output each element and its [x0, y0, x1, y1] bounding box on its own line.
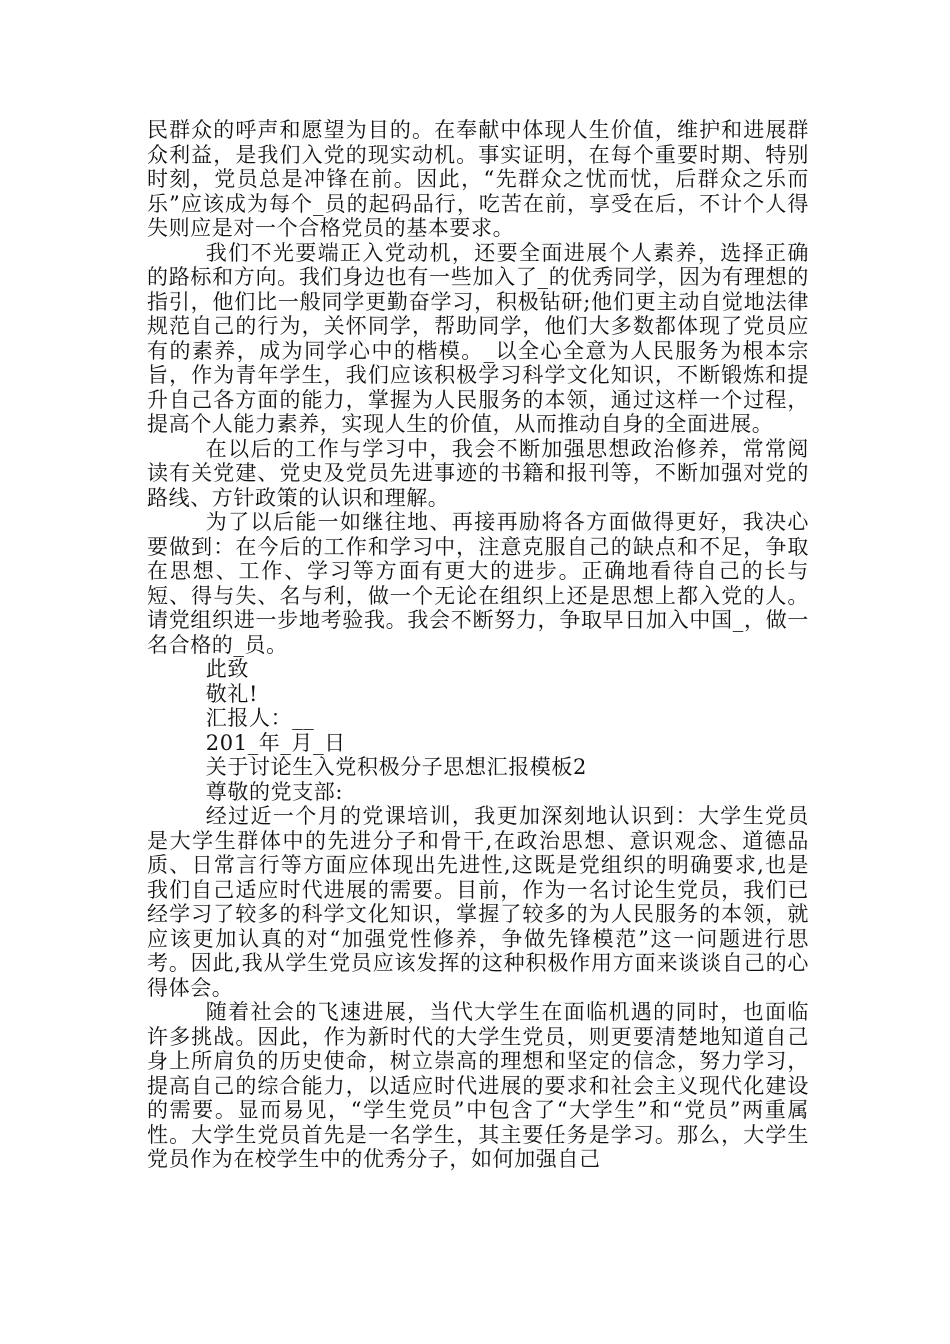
paragraph: 经过近一个月的党课培训，我更加深刻地认识到：大学生党员是大学生群体中的先进分子和骨干,在政治思想、意识观念、道德品质、日常言行等方面应体现出先进性,这既是党组织的明确要求,也是我们自己适应时代进展的需要。目前，作为一名讨论生党员，我们已经学习了较多的科学文化知识，掌握了较多的为人民服务的本领，就应该更加认真的对“加强党性修养，争做先锋模范”这一问题进行思考。因此,我从学生党员应该发挥的这种积极作用方面来谈谈自己的心得体会。 [147, 804, 809, 1000]
closing-respect: 敬礼! [205, 681, 259, 706]
paragraph: 在以后的工作与学习中，我会不断加强思想政治修养，常常阅读有关党建、党史及党员先进事迹的书籍和报刊等，不断加强对党的路线、方针政策的认识和理解。 [147, 436, 809, 510]
date-line: 201_年_月_日 [205, 730, 346, 755]
paragraph: 我们不光要端正入党动机，还要全面进展个人素养，选择正确的路标和方向。我们身边也有一些加入了_的优秀同学，因为有理想的指引，他们比一般同学更勤奋学习，积极钻研;他们更主动自觉地法律规范自己的行为，关怀同学，帮助同学，他们大多数都体现了党员应有的素养，成为同学心中的楷模。_以全心全意为人民服务为根本宗旨，作为青年学生，我们应该积极学习科学文化知识，不断锻炼和提升自己各方面的能力，掌握为人民服务的本领，通过这样一个过程，提高个人能力素养，实现人生的价值，从而推动自身的全面进展。 [147, 240, 809, 436]
paragraph: 为了以后能一如继往地、再接再励将各方面做得更好，我决心要做到：在今后的工作和学习中，注意克服自己的缺点和不足，争取在思想、工作、学习等方面有更大的进步。正确地看待自己的长与短、得与失、名与利，做一个无论在组织上还是思想上都入党的人。请党组织进一步地考验我。我会不断努力，争取早日加入中国_，做一名合格的_员。 [147, 510, 809, 657]
section-title: 关于讨论生入党积极分子思想汇报模板2 [205, 755, 587, 779]
document-page [147, 118, 809, 1172]
paragraph: 随着社会的飞速进展，当代大学生在面临机遇的同时，也面临许多挑战。因此，作为新时代的大学生党员，则更要清楚地知道自己身上所肩负的历史使命，树立崇高的理想和坚定的信念，努力学习，提高自己的综合能力，以适应时代进展的要求和社会主义现代化建设的需要。显而易见，“学生党员”中包含了“大学生”和“党员”两重属性。大学生党员首先是一名学生，其主要任务是学习。那么，大学生党员作为在校学生中的优秀分子，如何加强自己 [147, 1000, 809, 1171]
closing-salute: 此致 [205, 657, 249, 681]
greeting-line: 尊敬的党支部: [205, 779, 344, 804]
reporter-line: 汇报人：__ [205, 706, 315, 730]
paragraph: 民群众的呼声和愿望为目的。在奉献中体现人生价值，维护和进展群众利益，是我们入党的现实动机。事实证明，在每个重要时期、特别时刻，党员总是冲锋在前。因此，“先群众之忧而忧，后群众之乐而乐”应该成为每个_员的起码品行，吃苦在前，享受在后，不计个人得失则应是对一个合格党员的基本要求。 [147, 118, 809, 240]
